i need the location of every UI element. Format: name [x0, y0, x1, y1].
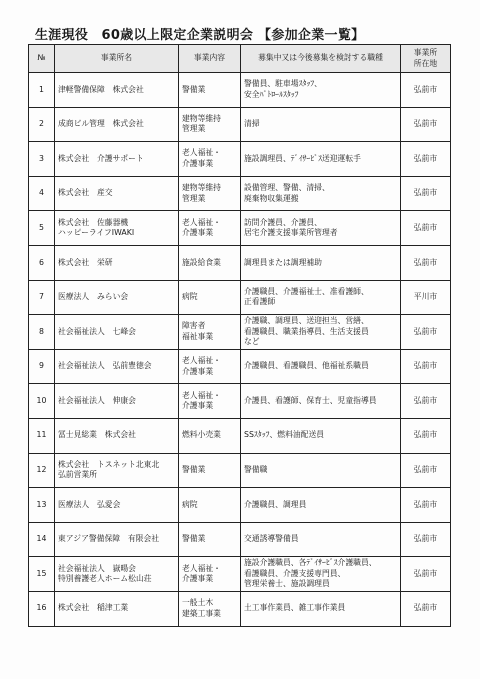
- row-recruit: 施設介護職員、各ﾃﾞｲｻｰﾋﾞｽ介護職員、 看護職員、介護支援専門員、 管理栄養士、施設調理員: [241, 557, 401, 592]
- row-recruit: 警備員、駐車場ｽﾀｯﾌ、 安全ﾊﾟﾄﾛｰﾙｽﾀｯﾌ: [241, 73, 401, 108]
- row-no: 8: [29, 315, 55, 350]
- row-business: 老人福祉・ 介護事業: [179, 211, 241, 246]
- header-no: №: [29, 45, 55, 73]
- row-recruit: 介護職員、看護職員、他福祉系職員: [241, 349, 401, 384]
- row-company-name: 株式会社 介護サポート: [55, 142, 179, 177]
- row-business: 老人福祉・ 介護事業: [179, 349, 241, 384]
- table-row: [29, 73, 451, 108]
- row-city: 弘前市: [401, 522, 451, 557]
- row-business: 施設給食業: [179, 245, 241, 280]
- row-no: 10: [29, 384, 55, 419]
- table-row: [29, 557, 451, 592]
- row-no: 3: [29, 142, 55, 177]
- row-business: 障害者 福祉事業: [179, 315, 241, 350]
- row-company-name: 株式会社 稲津工業: [55, 591, 179, 626]
- row-company-name: 医療法人 弘愛会: [55, 488, 179, 523]
- row-city: 平川市: [401, 280, 451, 315]
- row-city: 弘前市: [401, 384, 451, 419]
- table-row: [29, 591, 451, 626]
- row-business: 病院: [179, 280, 241, 315]
- row-no: 13: [29, 488, 55, 523]
- row-no: 16: [29, 591, 55, 626]
- row-recruit: 訪問介護員、介護員、 居宅介護支援事業所管理者: [241, 211, 401, 246]
- row-no: 1: [29, 73, 55, 108]
- row-recruit: 警備職: [241, 453, 401, 488]
- row-city: 弘前市: [401, 315, 451, 350]
- row-company-name: 冨士見総業 株式会社: [55, 418, 179, 453]
- row-business: 燃料小売業: [179, 418, 241, 453]
- header-recruit: 募集中又は今後募集を検討する職種: [241, 45, 401, 73]
- row-recruit: 土工事作業員、雑工事作業員: [241, 591, 401, 626]
- table-header-row: [29, 45, 451, 73]
- header-name: 事業所名: [55, 45, 179, 73]
- row-city: 弘前市: [401, 176, 451, 211]
- row-city: 弘前市: [401, 142, 451, 177]
- row-recruit: 設備管理、警備、清掃、 廃棄物収集運搬: [241, 176, 401, 211]
- row-business: 警備業: [179, 522, 241, 557]
- row-business: 建物等維持 管理業: [179, 176, 241, 211]
- row-company-name: 医療法人 みらい会: [55, 280, 179, 315]
- row-recruit: 清掃: [241, 107, 401, 142]
- row-city: 弘前市: [401, 349, 451, 384]
- row-recruit: 介護職員、介護福祉士、准看護師、 正看護師: [241, 280, 401, 315]
- table-row: [29, 280, 451, 315]
- row-business: 老人福祉・ 介護事業: [179, 384, 241, 419]
- row-business: 建物等維持 管理業: [179, 107, 241, 142]
- row-company-name: 社会福祉法人 七峰会: [55, 315, 179, 350]
- row-no: 14: [29, 522, 55, 557]
- table-row: [29, 418, 451, 453]
- row-business: 老人福祉・ 介護事業: [179, 142, 241, 177]
- row-no: 5: [29, 211, 55, 246]
- row-company-name: 株式会社 佐藤器機 ハッピーライフIWAKI: [55, 211, 179, 246]
- row-company-name: 社会福祉法人 嶽暘会 特別養護老人ホーム松山荘: [55, 557, 179, 592]
- table-row: [29, 245, 451, 280]
- row-recruit: 介護職、調理員、送迎担当、営繕、 看護職員、職業指導員、生活支援員 など: [241, 315, 401, 350]
- table-row: [29, 142, 451, 177]
- table-row: [29, 176, 451, 211]
- table-row: [29, 384, 451, 419]
- row-city: 弘前市: [401, 557, 451, 592]
- row-no: 15: [29, 557, 55, 592]
- row-company-name: 社会福祉法人 弘前豊徳会: [55, 349, 179, 384]
- table-row: [29, 211, 451, 246]
- row-company-name: 津軽警備保障 株式会社: [55, 73, 179, 108]
- row-company-name: 株式会社 トスネット北東北 弘前営業所: [55, 453, 179, 488]
- row-recruit: 介護員、看護師、保育士、児童指導員: [241, 384, 401, 419]
- table-row: [29, 107, 451, 142]
- table-row: [29, 488, 451, 523]
- row-recruit: 施設調理員、ﾃﾞｲｻｰﾋﾞｽ送迎運転手: [241, 142, 401, 177]
- row-no: 6: [29, 245, 55, 280]
- row-no: 2: [29, 107, 55, 142]
- page-title: 生涯現役 60歳以上限定企業説明会 【参加企業一覧】: [35, 28, 365, 43]
- row-city: 弘前市: [401, 107, 451, 142]
- row-business: 病院: [179, 488, 241, 523]
- table-row: [29, 453, 451, 488]
- row-city: 弘前市: [401, 418, 451, 453]
- row-recruit: 介護職員、調理員: [241, 488, 401, 523]
- row-company-name: 社会福祉法人 伸康会: [55, 384, 179, 419]
- row-business: 一般土木 建築工事業: [179, 591, 241, 626]
- row-recruit: 交通誘導警備員: [241, 522, 401, 557]
- row-no: 9: [29, 349, 55, 384]
- row-city: 弘前市: [401, 591, 451, 626]
- row-city: 弘前市: [401, 245, 451, 280]
- table-row: [29, 522, 451, 557]
- company-table: [28, 44, 451, 627]
- row-city: 弘前市: [401, 453, 451, 488]
- row-company-name: 東アジア警備保障 有限会社: [55, 522, 179, 557]
- row-recruit: SSｽﾀｯﾌ、燃料油配送員: [241, 418, 401, 453]
- row-business: 警備業: [179, 73, 241, 108]
- row-business: 警備業: [179, 453, 241, 488]
- row-city: 弘前市: [401, 73, 451, 108]
- table-row: [29, 315, 451, 350]
- row-no: 7: [29, 280, 55, 315]
- row-company-name: 成商ビル管理 株式会社: [55, 107, 179, 142]
- header-city: 事業所 所在地: [401, 45, 451, 73]
- table-row: [29, 349, 451, 384]
- row-business: 老人福祉・ 介護事業: [179, 557, 241, 592]
- row-no: 12: [29, 453, 55, 488]
- row-company-name: 株式会社 産交: [55, 176, 179, 211]
- row-no: 11: [29, 418, 55, 453]
- row-recruit: 調理員または調理補助: [241, 245, 401, 280]
- row-city: 弘前市: [401, 211, 451, 246]
- row-company-name: 株式会社 栄研: [55, 245, 179, 280]
- row-city: 弘前市: [401, 488, 451, 523]
- row-no: 4: [29, 176, 55, 211]
- header-business: 事業内容: [179, 45, 241, 73]
